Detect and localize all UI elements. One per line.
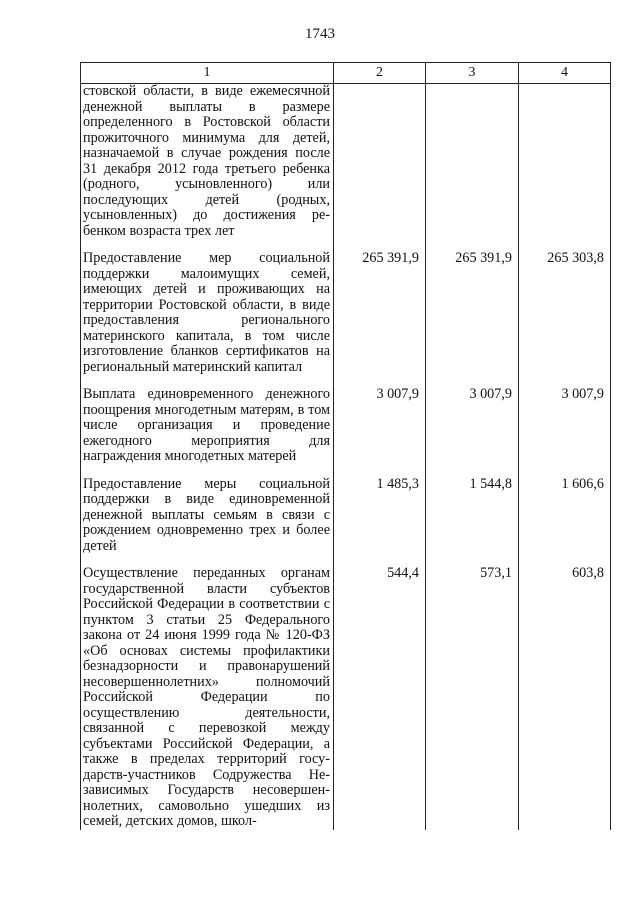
page-number: 1743 [305,26,335,42]
row-value-col3: 3 007,9 [426,387,519,477]
row-description: Предоставление мер социальной поддержки малоимущих семей, имеющих детей и проживающих на территории Ростовской области, в виде предоставления регионального материнского капитала, в том числе изготовление бланков сертификатов на региональный материнский капитал [81,251,334,387]
row-value-col3 [426,84,519,252]
row-description: стовской области, в виде ежемесячной денежной выплаты в размере определенного в Ростовской области прожиточного минимума для детей, назначаемой в случае рождения после 31 декабря 2012 года третьего ребенка (родного, усыновленного) или последующих детей (родных, усыновленных) до достижения ребенком возраста трех лет [81,84,334,252]
table-row [81,84,611,252]
row-value-col3: 265 391,9 [426,251,519,387]
table-row [81,387,611,477]
column-header-4: 4 [519,63,611,84]
row-value-col2: 3 007,9 [334,387,426,477]
budget-table [80,62,611,830]
row-value-col3: 1 544,8 [426,477,519,567]
row-value-col4: 3 007,9 [519,387,611,477]
table-row [81,477,611,567]
row-value-col2: 1 485,3 [334,477,426,567]
column-header-1: 1 [81,63,334,84]
row-description: Предоставление меры социальной поддержки в виде единовременной денежной выплаты семьям в связи с рождением одновременно трех и более детей [81,477,334,567]
row-value-col4 [519,84,611,252]
row-value-col2: 544,4 [334,566,426,830]
row-description: Осуществление переданных органам государственной власти субъектов Российской Федерации в соответствии с пунктом 3 статьи 25 Федерального закона от 24 июня 1999 года № 120-ФЗ «Об основах системы профилактики безнадзорности и правонарушений несовершеннолетних» полномочий Российской Федерации по осуществлению деятельности, связанной с перевозкой между субъектами Российской Федерации, а также в пределах территорий государств-участников Содружества Независимых Государств несовершеннолетних, самовольно ушедших из семей, детских домов, школ- [81,566,334,830]
table-header-row [81,63,611,84]
row-value-col4: 1 606,6 [519,477,611,567]
row-value-col3: 573,1 [426,566,519,830]
table-row [81,251,611,387]
row-description: Выплата единовременного денежного поощрения многодетным матерям, в том числе организация и проведение ежегодного мероприятия для награждения многодетных матерей [81,387,334,477]
row-value-col4: 265 303,8 [519,251,611,387]
row-value-col4: 603,8 [519,566,611,830]
table-row [81,566,611,830]
column-header-3: 3 [426,63,519,84]
row-value-col2 [334,84,426,252]
column-header-2: 2 [334,63,426,84]
row-value-col2: 265 391,9 [334,251,426,387]
